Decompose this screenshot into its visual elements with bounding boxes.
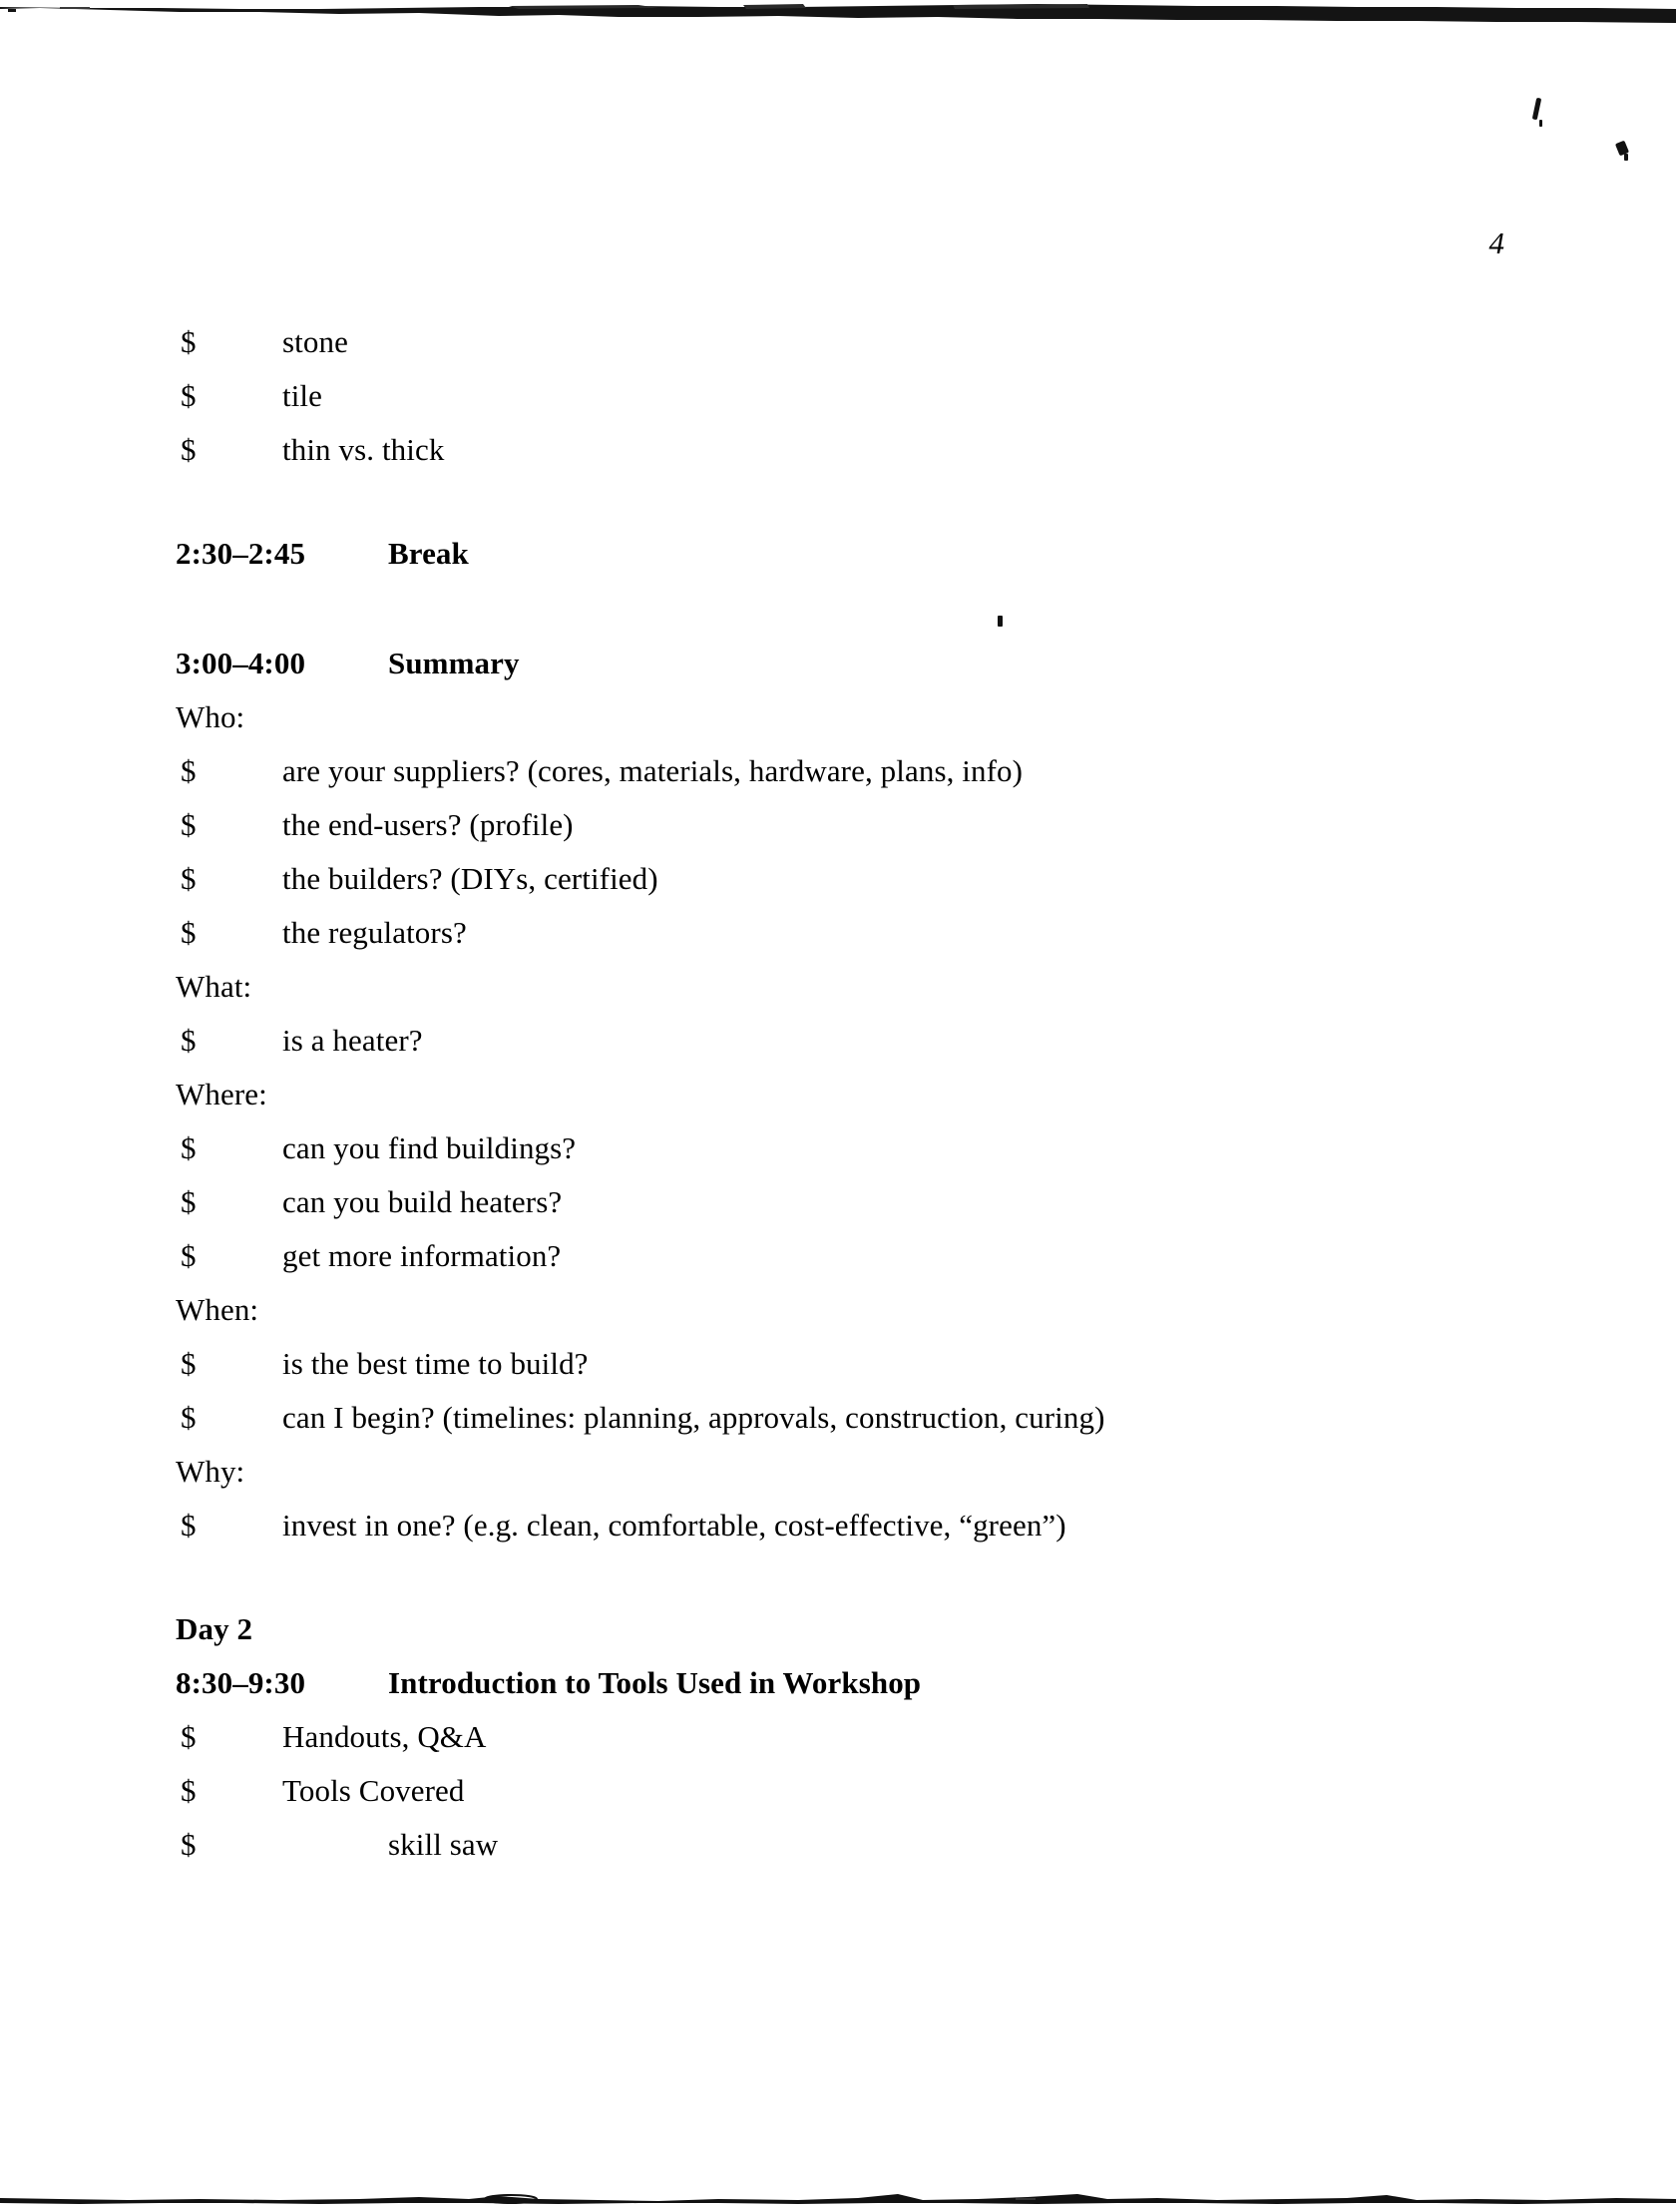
bullet-text: invest in one? (e.g. clean, comfortable, cost-effective, “green”): [282, 1508, 1066, 1543]
bullet-marker-icon: $: [181, 1827, 197, 1862]
agenda-time-range: 8:30–9:30: [176, 1665, 306, 1700]
bullet-marker-icon: $: [181, 1130, 197, 1165]
bullet-item: [176, 1014, 1532, 1068]
bullet-marker-icon: $: [181, 1508, 197, 1543]
bullet-item: [176, 1764, 1532, 1818]
bullet-text: thin vs. thick: [282, 432, 445, 467]
bullet-item: [176, 1391, 1532, 1445]
bullet-marker-icon: $: [181, 1346, 197, 1381]
bullet-marker-icon: $: [181, 861, 197, 896]
bullet-text: is the best time to build?: [282, 1346, 589, 1381]
vertical-spacer: [176, 581, 1532, 637]
bullet-text: skill saw: [388, 1827, 499, 1862]
bullet-marker-icon: $: [181, 1184, 197, 1219]
bullet-text: the builders? (DIYs, certified): [282, 861, 658, 896]
vertical-spacer: [176, 1552, 1532, 1602]
agenda-session-title: Summary: [388, 646, 520, 680]
bullet-item: [176, 852, 1532, 906]
bullet-marker-icon: $: [181, 324, 197, 359]
bullet-item: [176, 1499, 1532, 1552]
question-group-label: When:: [176, 1292, 259, 1327]
question-group-label: Where:: [176, 1077, 267, 1111]
bullet-item: [176, 315, 1532, 369]
agenda-time-block: [176, 1656, 1532, 1710]
bullet-marker-icon: $: [181, 915, 197, 950]
bullet-marker-icon: $: [181, 1400, 197, 1435]
bullet-text: the regulators?: [282, 915, 467, 950]
bullet-item: [176, 1818, 1532, 1872]
bullet-text: Handouts, Q&A: [282, 1719, 487, 1754]
bullet-text: Tools Covered: [282, 1773, 465, 1808]
bullet-marker-icon: $: [181, 1238, 197, 1273]
bullet-text: tile: [282, 378, 322, 413]
bullet-marker-icon: $: [181, 1023, 197, 1058]
bullet-item: [176, 1229, 1532, 1283]
bullet-text: can I begin? (timelines: planning, approvals, construction, curing): [282, 1400, 1105, 1435]
bullet-text: get more information?: [282, 1238, 562, 1273]
bullet-marker-icon: $: [181, 753, 197, 788]
agenda-session-title: Break: [388, 536, 469, 571]
bullet-text: can you find buildings?: [282, 1130, 577, 1165]
bullet-item: [176, 798, 1532, 852]
question-group-label: Why:: [176, 1454, 245, 1489]
bullet-text: stone: [282, 324, 348, 359]
bullet-text: are your suppliers? (cores, materials, hardware, plans, info): [282, 753, 1024, 788]
agenda-time-range: 2:30–2:45: [176, 536, 306, 571]
bullet-item: [176, 423, 1532, 477]
bullet-item: [176, 906, 1532, 960]
question-group-label: What:: [176, 969, 252, 1004]
section-heading: Day 2: [176, 1611, 253, 1646]
bullet-marker-icon: $: [181, 1773, 197, 1808]
vertical-spacer: [176, 477, 1532, 527]
bullet-marker-icon: $: [181, 807, 197, 842]
agenda-time-block: [176, 637, 1532, 690]
agenda-time-block: [176, 527, 1532, 581]
bullet-text: the end-users? (profile): [282, 807, 574, 842]
bullet-marker-icon: $: [181, 378, 197, 413]
bullet-marker-icon: $: [181, 1719, 197, 1754]
bullet-item: [176, 1337, 1532, 1391]
agenda-session-title: Introduction to Tools Used in Workshop: [388, 1665, 922, 1700]
bullet-marker-icon: $: [181, 432, 197, 467]
bullet-item: [176, 744, 1532, 798]
bullet-item: [176, 369, 1532, 423]
page-number: 4: [1488, 225, 1504, 260]
bullet-item: [176, 1710, 1532, 1764]
question-group-label: Who:: [176, 699, 245, 734]
agenda-time-range: 3:00–4:00: [176, 646, 306, 680]
agenda-content: [176, 315, 1532, 1872]
bullet-item: [176, 1175, 1532, 1229]
bullet-text: is a heater?: [282, 1023, 423, 1058]
bullet-text: can you build heaters?: [282, 1184, 563, 1219]
bullet-item: [176, 1121, 1532, 1175]
